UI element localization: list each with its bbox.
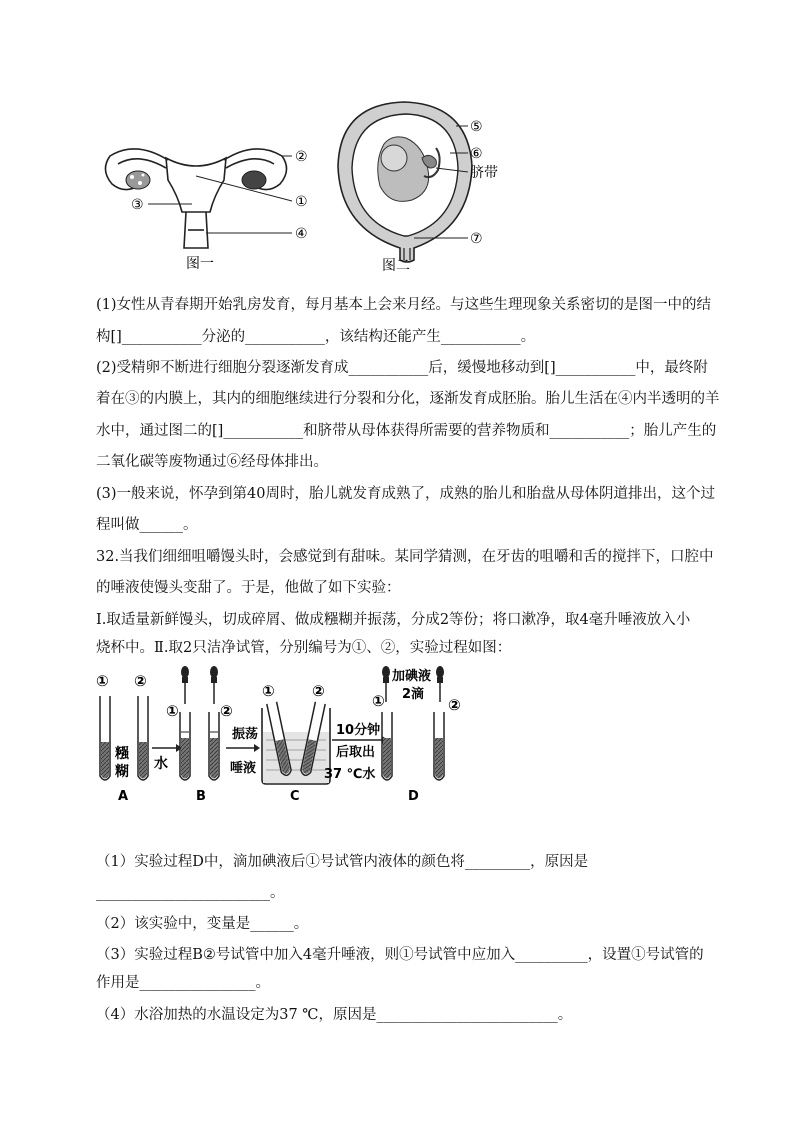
exp-iodine-label-2: 2滴 [402,687,425,702]
q32-sub4: （4）水浴加热的水温设定为37 ℃，原因是_________________________。 [96,1007,573,1023]
figure-fetus-in-uterus [332,96,522,276]
exp-label-D: D [408,789,419,804]
exp-D-tube1-label: ① [372,692,385,710]
exp-paste-char2: 糊 [115,764,129,780]
fig2-caption: 图二 [382,258,410,274]
exp-A-tube2-paste [139,742,147,779]
q32-sub1-line2: ________________________。 [96,885,285,901]
q31-part2-line1: (2)受精卵不断进行细胞分裂逐渐发育成___________后，缓慢地移动到[]___________中，最终附 [96,360,708,376]
q31-part1-line2: 构[]___________分泌的___________，该结构还能产生___________。 [96,329,536,345]
exp-label-B: B [196,789,206,804]
exp-saliva-label: 唾液 [230,761,257,776]
exp-B-dropper2 [210,666,218,704]
exp-C-tube2-label: ② [312,682,325,700]
exp-A-tube1-label: ① [96,672,109,690]
exp-D-tube2-label: ② [448,696,461,714]
fig2-label-umbilical-cord: 脐带 [470,165,498,181]
fig1-label-3: ③ [131,197,144,213]
q32-step-line1: Ⅰ.取适量新鲜馒头，切成碎屑、做成糨糊并振荡，分成2等份；将口漱净，取4毫升唾液放入小 [96,612,691,628]
q31-part3-line1: (3)一般来说，怀孕到第40周时，胎儿就发育成熟了，成熟的胎儿和胎盘从母体阴道排出，这个过 [96,486,715,502]
q32-sub3-line2: 作用是________________。 [96,975,270,991]
q32-sub1-line1: （1）实验过程D中，滴加碘液后①号试管内液体的颜色将_________，原因是 [96,854,589,870]
exp-B-tube1-label: ① [166,702,179,720]
exp-water-label: 水 [154,756,168,772]
exp-paste-char1: 糨 [115,746,129,762]
q32-intro-line2: 的唾液使馒头变甜了。于是，他做了如下实验： [96,580,401,596]
exp-D-dropper2 [436,666,444,702]
fig2-label-6: ⑥ [470,146,483,162]
exp-B-dropper1 [181,666,189,704]
q32-sub2: （2）该实验中，变量是______。 [96,916,309,932]
exp-bath-label: 37 ℃水 [324,767,376,782]
exp-C-tube1-label: ① [262,682,275,700]
figure-experiment [90,662,490,812]
q32-intro-line1: 32.当我们细细咀嚼馒头时，会感觉到有甜味。某同学猜测，在牙齿的咀嚼和舌的搅拌下，口腔中 [96,549,714,565]
q31-part1-line1: (1)女性从青春期开始乳房发育，每月基本上会来月经。与这些生理现象关系密切的是图一中的结 [96,297,712,313]
q31-part2-line3: 水中，通过图二的[]___________和脐带从母体获得所需要的营养物质和___________；胎儿产生的 [96,423,717,439]
figure-female-reproductive-system [96,130,326,280]
exp-time-label-2: 后取出 [336,745,376,760]
exp-shake-label: 振荡 [232,727,259,742]
q31-part2-line2: 着在③的内膜上，其内的细胞继续进行分裂和分化，逐渐发育成胚胎。胎儿生活在④内半透明的羊 [96,391,720,407]
fig1-label-1: ① [295,194,308,210]
exp-B-tube2-label: ② [220,702,233,720]
fig1-label-2: ② [295,149,308,165]
fig2-label-5: ⑤ [470,119,483,135]
q32-sub3-line1: （3）实验过程B②号试管中加入4毫升唾液，则①号试管中应加入__________，设置①号试管的 [96,947,704,963]
q32-step-line2: 烧杯中。Ⅱ.取2只洁净试管，分别编号为①、②，实验过程如图： [96,640,512,656]
exp-A-tube1-paste [101,742,109,779]
fig1-label-4: ④ [295,226,308,242]
q31-part3-line2: 程叫做______。 [96,517,198,533]
exp-A-tube2-label: ② [134,672,147,690]
q31-part2-line4: 二氧化碳等废物通过⑥经母体排出。 [96,454,328,470]
exp-label-C: C [290,789,300,804]
fig1-caption: 图一 [186,256,214,272]
exp-label-A: A [118,789,129,804]
fig2-label-7: ⑦ [470,231,483,247]
exp-time-label-1: 10分钟 [336,723,381,738]
exp-iodine-label-1: 加碘液 [392,669,432,684]
